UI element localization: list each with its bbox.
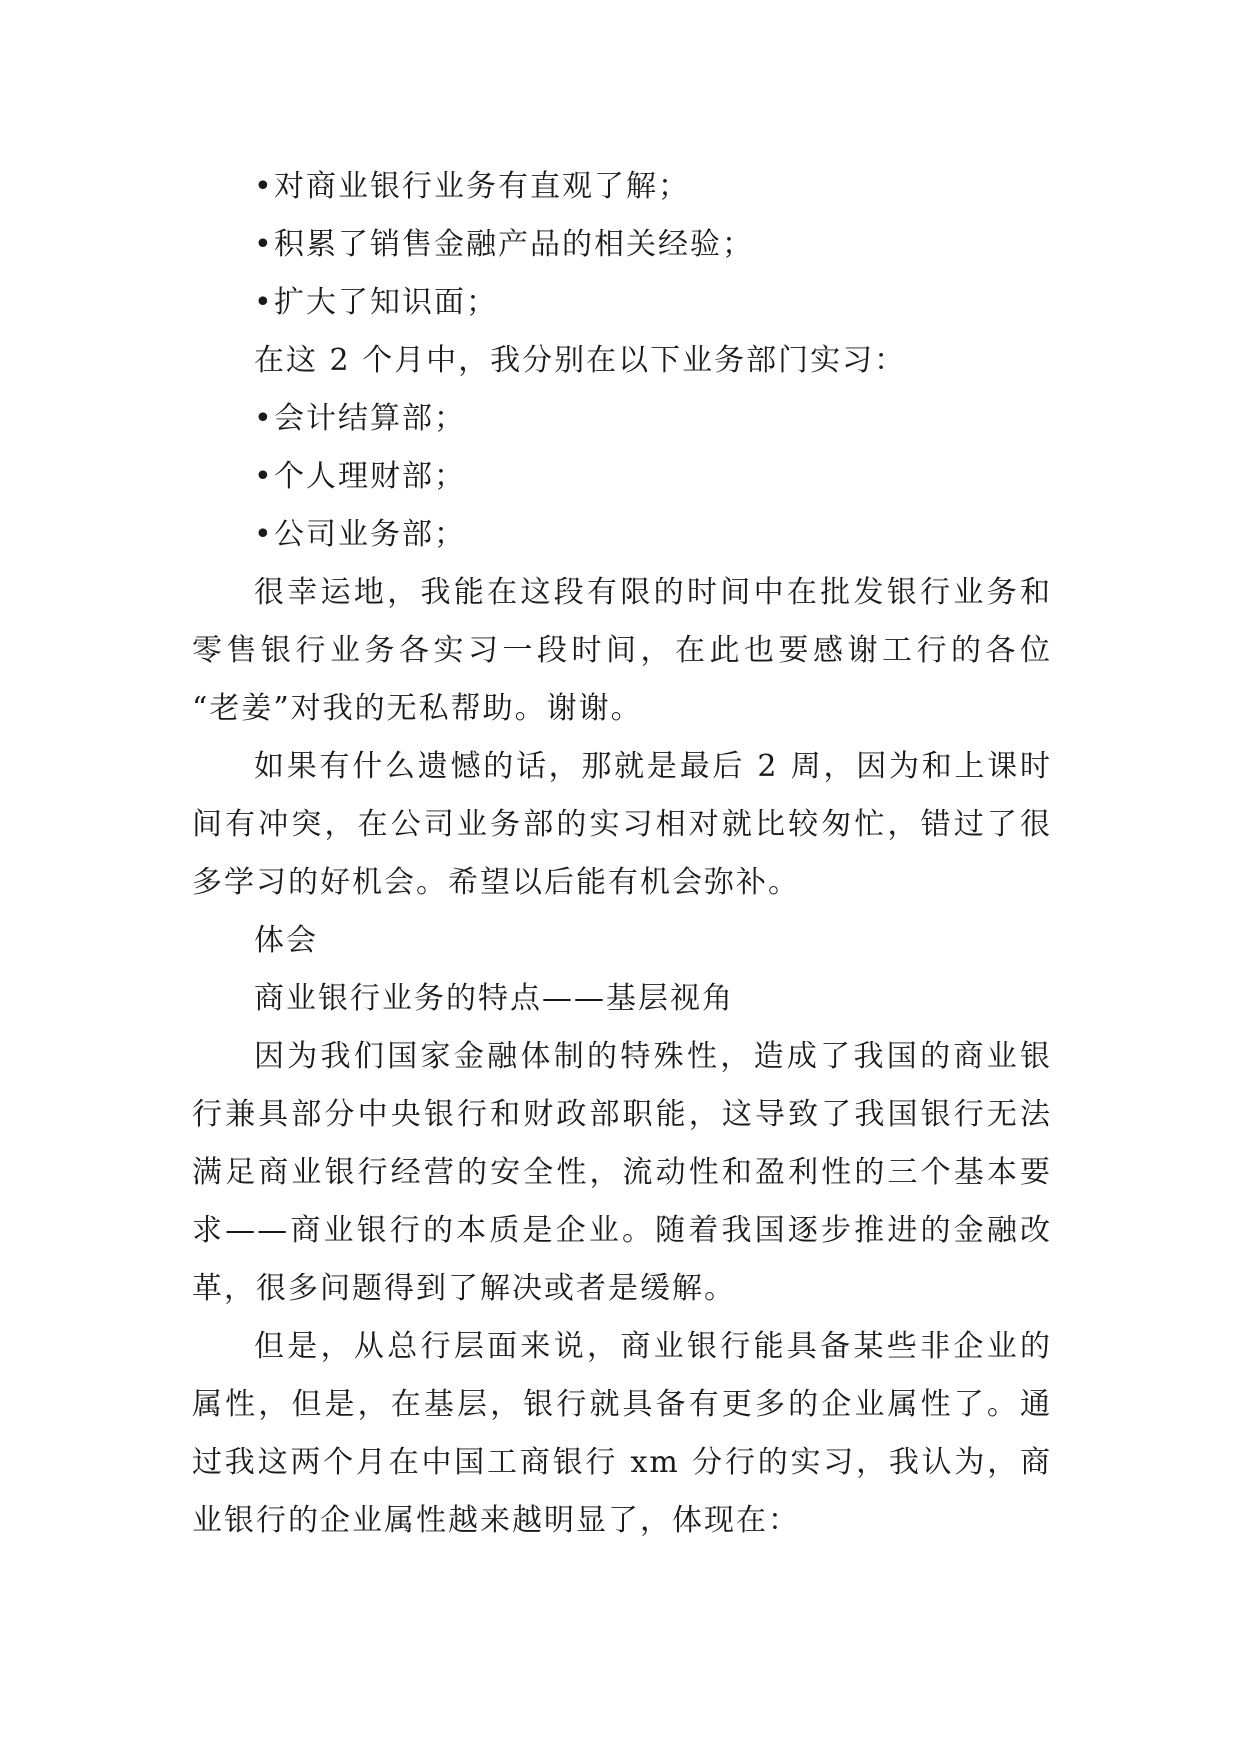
bullet-text: 对商业银行业务有直观了解； [274, 169, 690, 204]
paragraph-line: 满足商业银行经营的安全性，流动性和盈利性的三个基本要 [192, 1155, 1052, 1190]
dept-intro: 在这 2 个月中，我分别在以下业务部门实习： [254, 343, 907, 378]
bullet-icon: • [254, 459, 274, 494]
bullet-icon: • [254, 227, 274, 262]
paragraph-line: 因为我们国家金融体制的特殊性，造成了我国的商业银 [254, 1039, 1052, 1074]
bullet-text: 扩大了知识面； [274, 285, 498, 320]
paragraph-line: 零售银行业务各实习一段时间，在此也要感谢工行的各位 [192, 633, 1052, 668]
paragraph-line: 属性，但是，在基层，银行就具备有更多的企业属性了。通 [192, 1387, 1052, 1422]
bullet-item [192, 158, 1052, 216]
paragraph-line: “老姜”对我的无私帮助。谢谢。 [192, 691, 643, 726]
bullet-item [192, 274, 1052, 332]
paragraph-line: 过我这两个月在中国工商银行 xm 分行的实习，我认为，商 [192, 1445, 1052, 1480]
bullet-item [192, 506, 1052, 564]
bullet-icon: • [254, 517, 274, 552]
bullet-icon: • [254, 169, 274, 204]
bullet-text: 个人理财部； [274, 459, 466, 494]
document-body [192, 158, 1052, 1550]
bullet-text: 公司业务部； [274, 517, 466, 552]
section-heading: 体会 [254, 923, 318, 958]
paragraph-line: 如果有什么遗憾的话，那就是最后 2 周，因为和上课时 [254, 749, 1052, 784]
paragraph-line: 但是，从总行层面来说，商业银行能具备某些非企业的 [254, 1329, 1052, 1364]
bullet-text: 积累了销售金融产品的相关经验； [274, 227, 754, 262]
bullet-item [192, 448, 1052, 506]
paragraph-line: 业银行的企业属性越来越明显了，体现在： [192, 1503, 800, 1538]
bullet-icon: • [254, 401, 274, 436]
bullet-icon: • [254, 285, 274, 320]
subsection-heading: 商业银行业务的特点——基层视角 [254, 981, 734, 1016]
bullet-item [192, 216, 1052, 274]
bullet-text: 会计结算部； [274, 401, 466, 436]
bullet-item [192, 390, 1052, 448]
paragraph-line: 间有冲突，在公司业务部的实习相对就比较匆忙，错过了很 [192, 807, 1052, 842]
paragraph-line: 求——商业银行的本质是企业。随着我国逐步推进的金融改 [192, 1213, 1052, 1248]
paragraph-line: 很幸运地，我能在这段有限的时间中在批发银行业务和 [254, 575, 1052, 610]
paragraph-line: 多学习的好机会。希望以后能有机会弥补。 [192, 865, 800, 900]
paragraph-line: 革，很多问题得到了解决或者是缓解。 [192, 1271, 736, 1306]
paragraph-line: 行兼具部分中央银行和财政部职能，这导致了我国银行无法 [192, 1097, 1052, 1132]
